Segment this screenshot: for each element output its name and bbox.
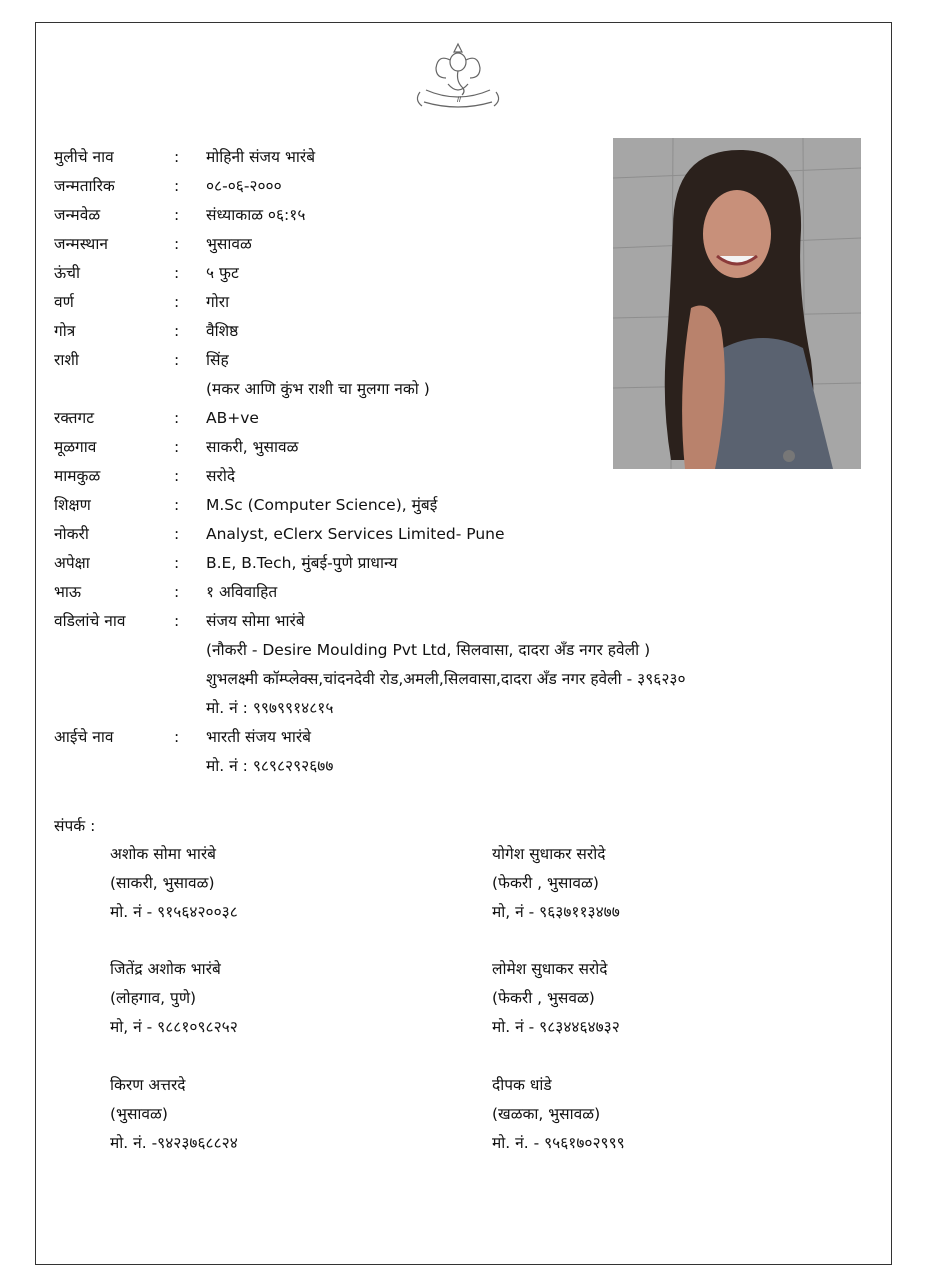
label-blood-group: रक्तगट (54, 409, 95, 427)
contact-name: दीपक धांडे (492, 1076, 552, 1094)
colon: : (174, 293, 180, 311)
contact-mobile: मो. नं - ९१५६४२००३८ (110, 903, 238, 921)
svg-text:॥: ॥ (455, 95, 461, 105)
colon: : (174, 148, 180, 166)
label-father: वडिलांचे नाव (54, 612, 126, 630)
label-brother: भाऊ (54, 583, 82, 601)
contact-place: (फेकरी , भुसवळ) (492, 989, 595, 1007)
contact-card (492, 1071, 625, 1158)
value-gotra: वैशिष्ठ (206, 322, 239, 340)
contact-name: किरण अत्तरदे (110, 1076, 186, 1094)
label-complexion: वर्ण (54, 293, 74, 311)
label-birth-place: जन्मस्थान (54, 235, 108, 253)
contact-mobile: मो. नं - ९८३४४६४७३२ (492, 1018, 620, 1036)
label-birth-time: जन्मवेळ (54, 206, 101, 224)
father-job: (नौकरी - Desire Moulding Pvt Ltd, सिलवासा, दादरा अँड नगर हवेली ) (206, 641, 651, 659)
value-mother: भारती संजय भारंबे (206, 728, 312, 746)
value-rashi: सिंह (206, 351, 229, 369)
value-job: Analyst, eClerx Services Limited- Pune (206, 525, 505, 543)
contact-mobile: मो. नं. - ९५६१७०२९९९ (492, 1134, 625, 1152)
label-name: मुलीचे नाव (54, 148, 114, 166)
colon: : (174, 496, 180, 514)
contact-card (110, 840, 238, 927)
colon: : (174, 612, 180, 630)
contact-mobile: मो. नं. -९४२३७६८८२४ (110, 1134, 238, 1152)
value-blood-group: AB+ve (206, 409, 259, 427)
contact-place: (भुसावळ) (110, 1105, 168, 1123)
father-mobile: मो. नं : ९९७९९१४८१५ (206, 699, 334, 717)
value-birth-time: संध्याकाळ ०६:१५ (206, 206, 306, 224)
mother-mobile: मो. नं : ९८९८२९२६७७ (206, 757, 334, 775)
label-job: नोकरी (54, 525, 89, 543)
label-native-place: मूळगाव (54, 438, 97, 456)
contact-place: (साकरी, भुसावळ) (110, 874, 215, 892)
colon: : (174, 467, 180, 485)
contact-place: (फेकरी , भुसावळ) (492, 874, 599, 892)
colon: : (174, 264, 180, 282)
value-expectation: B.E, B.Tech, मुंबई-पुणे प्राधान्य (206, 554, 398, 572)
colon: : (174, 554, 180, 572)
colon: : (174, 409, 180, 427)
father-address: शुभलक्ष्मी कॉम्प्लेक्स,चांदनदेवी रोड,अमली,सिलवासा,दादरा अँड नगर हवेली - ३९६२३० (206, 670, 686, 688)
value-birth-place: भुसावळ (206, 235, 252, 253)
colon: : (174, 525, 180, 543)
label-education: शिक्षण (54, 496, 91, 514)
value-brother: १ अविवाहित (206, 583, 278, 601)
value-height: ५ फुट (206, 264, 239, 282)
label-gotra: गोत्र (54, 322, 76, 340)
contact-mobile: मो, नं - ९६३७११३४७७ (492, 903, 620, 921)
contact-mobile: मो, नं - ९८८१०९८२५२ (110, 1018, 238, 1036)
label-height: ऊंची (54, 264, 81, 282)
contact-card (110, 1071, 238, 1158)
value-dob: ०८-०६-२००० (206, 177, 282, 195)
contact-name: जितेंद्र अशोक भारंबे (110, 960, 221, 978)
contact-place: (खळका, भुसावळ) (492, 1105, 601, 1123)
colon: : (174, 206, 180, 224)
label-dob: जन्मतारिक (54, 177, 115, 195)
colon: : (174, 583, 180, 601)
colon: : (174, 351, 180, 369)
value-name: मोहिनी संजय भारंबे (206, 148, 316, 166)
value-education: M.Sc (Computer Science), मुंबई (206, 496, 438, 514)
label-maternal-family: मामकुळ (54, 467, 101, 485)
contacts-label: संपर्क : (54, 817, 96, 835)
label-rashi: राशी (54, 351, 79, 369)
colon: : (174, 438, 180, 456)
rashi-note: (मकर आणि कुंभ राशी चा मुलगा नको ) (206, 380, 430, 398)
contact-card (492, 955, 620, 1042)
contact-name: लोमेश सुधाकर सरोदे (492, 960, 608, 978)
value-native-place: साकरी, भुसावळ (206, 438, 299, 456)
value-complexion: गोरा (206, 293, 230, 311)
value-maternal-family: सरोदे (206, 467, 236, 485)
profile-photo (613, 138, 861, 469)
contact-card (492, 840, 620, 927)
ganesha-logo-icon (410, 40, 506, 114)
colon: : (174, 177, 180, 195)
colon: : (174, 235, 180, 253)
value-father: संजय सोमा भारंबे (206, 612, 305, 630)
contact-card (110, 955, 238, 1042)
contact-place: (लोहगाव, पुणे) (110, 989, 197, 1007)
label-mother: आईचे नाव (54, 728, 114, 746)
contact-name: अशोक सोमा भारंबे (110, 845, 217, 863)
colon: : (174, 728, 180, 746)
colon: : (174, 322, 180, 340)
contact-name: योगेश सुधाकर सरोदे (492, 845, 606, 863)
label-expectation: अपेक्षा (54, 554, 90, 572)
